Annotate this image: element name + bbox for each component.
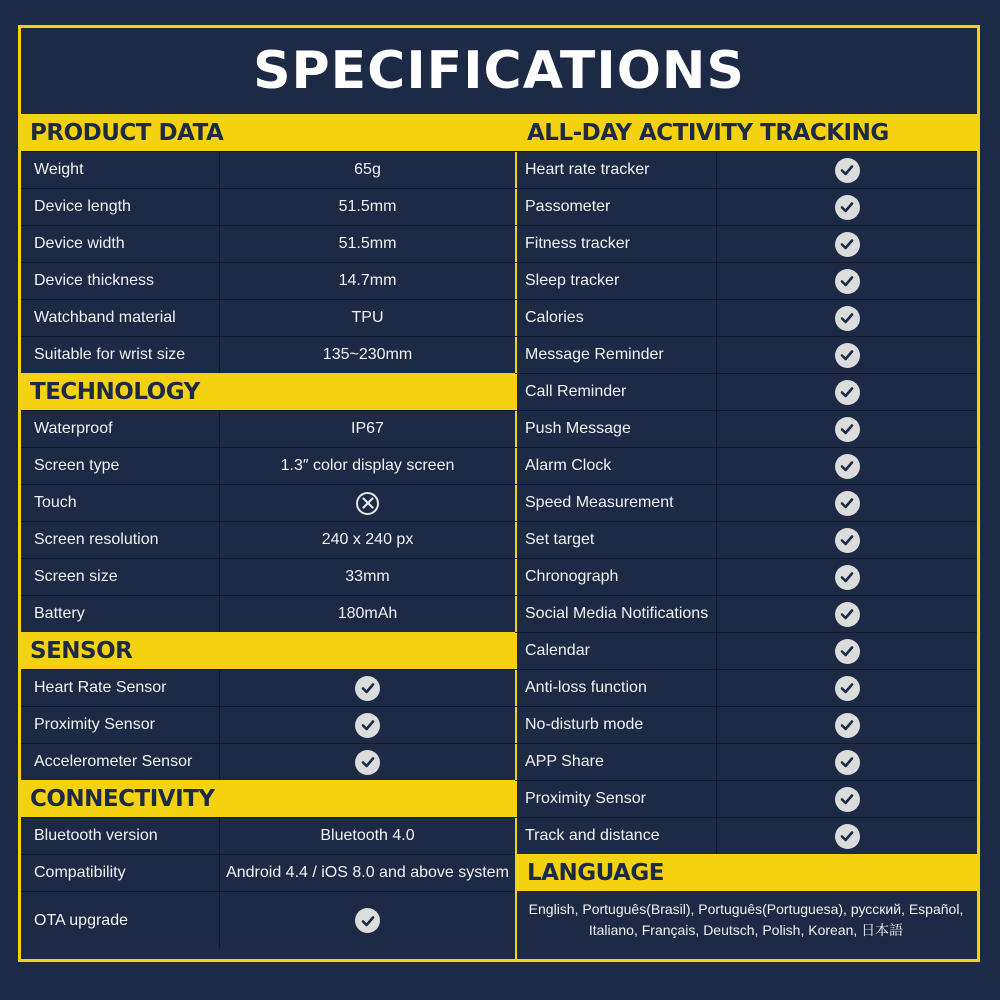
product-data-table [21,151,515,373]
connectivity-table [21,817,515,949]
table-row [515,410,977,447]
sensor-table [21,669,515,780]
row-label: Message Reminder [515,337,717,373]
language-line-2: Italiano, Français, Deutsch, Polish, Korean, 日本語 [588,922,904,938]
row-value [717,189,977,225]
table-row [515,521,977,558]
row-value [717,781,977,817]
activity-table [515,151,977,854]
row-label: Waterproof [21,411,220,447]
row-label: Anti-loss function [515,670,717,706]
right-column [515,114,977,949]
section-heading-product-data: PRODUCT DATA [21,114,515,151]
table-row [515,373,977,410]
check-circle-icon [835,491,860,516]
row-value [717,707,977,743]
language-list [515,891,977,949]
section-heading-activity: ALL-DAY ACTIVITY TRACKING [515,114,977,151]
row-label: APP Share [515,744,717,780]
row-label: Screen resolution [21,522,220,558]
row-label: Chronograph [515,559,717,595]
row-value: IP67 [351,420,384,437]
table-row [21,669,515,706]
section-heading-connectivity: CONNECTIVITY [21,780,515,817]
table-row [21,262,515,299]
check-circle-icon [835,565,860,590]
row-value [220,744,515,780]
row-value [717,818,977,854]
table-row [21,743,515,780]
table-row [515,743,977,780]
row-value: 14.7mm [338,272,397,289]
row-label: Social Media Notifications [515,596,717,632]
row-value [717,559,977,595]
table-row [21,299,515,336]
check-circle-icon [835,750,860,775]
table-row [515,225,977,262]
check-circle-icon [835,269,860,294]
check-circle-icon [835,639,860,664]
row-value: 135~230mm [322,346,413,363]
section-heading-sensor: SENSOR [21,632,515,669]
row-value [717,670,977,706]
table-row [21,336,515,373]
table-row [21,410,515,447]
row-value [717,152,977,188]
table-row [515,336,977,373]
row-label: Bluetooth version [21,818,220,854]
row-value [220,892,515,949]
language-line-1: English, Português(Brasil), Português(Portuguesa), русский, Español, [528,901,964,917]
row-value [220,485,515,521]
check-circle-icon [835,232,860,257]
table-row [21,151,515,188]
row-value [717,596,977,632]
row-value: TPU [351,309,384,326]
check-circle-icon [355,750,380,775]
table-row [21,558,515,595]
row-value [717,263,977,299]
table-row [515,780,977,817]
table-row [515,706,977,743]
table-row [21,595,515,632]
table-row [515,632,977,669]
check-circle-icon [835,528,860,553]
check-circle-icon [835,602,860,627]
row-value [220,707,515,743]
row-label: Suitable for wrist size [21,337,220,373]
row-label: Weight [21,152,220,188]
table-row [515,299,977,336]
table-row [515,151,977,188]
row-value [717,744,977,780]
row-label: OTA upgrade [21,892,220,949]
left-column [21,114,515,949]
table-row [515,484,977,521]
section-heading-technology: TECHNOLOGY [21,373,515,410]
row-value [717,411,977,447]
row-label: Calendar [515,633,717,669]
row-value [717,633,977,669]
check-circle-icon [355,908,380,933]
row-label: Track and distance [515,818,717,854]
row-value [717,374,977,410]
table-row [515,817,977,854]
check-circle-icon [835,454,860,479]
row-label: Device thickness [21,263,220,299]
row-label: Proximity Sensor [515,781,717,817]
check-circle-icon [835,676,860,701]
technology-table [21,410,515,632]
table-row [515,262,977,299]
table-row [515,188,977,225]
row-value: 1.3″ color display screen [280,457,455,474]
row-value: 65g [354,161,381,178]
table-row [21,521,515,558]
table-row [21,188,515,225]
row-value [717,300,977,336]
row-label: Watchband material [21,300,220,336]
table-row [21,447,515,484]
row-label: Fitness tracker [515,226,717,262]
row-value: 33mm [345,568,390,585]
table-row [21,484,515,521]
row-label: Battery [21,596,220,632]
row-label: Device width [21,226,220,262]
table-row [515,595,977,632]
row-label: Proximity Sensor [21,707,220,743]
row-label: Heart Rate Sensor [21,670,220,706]
row-label: Screen size [21,559,220,595]
row-label: Compatibility [21,855,220,891]
row-value: 180mAh [337,605,398,622]
row-value [717,485,977,521]
row-label: Passometer [515,189,717,225]
table-row [21,225,515,262]
table-row [21,706,515,743]
table-row [21,817,515,854]
row-label: Accelerometer Sensor [21,744,220,780]
check-circle-icon [835,195,860,220]
row-label: Set target [515,522,717,558]
check-circle-icon [835,343,860,368]
check-circle-icon [355,713,380,738]
section-heading-language: LANGUAGE [515,854,977,891]
row-label: Device length [21,189,220,225]
check-circle-icon [835,787,860,812]
check-circle-icon [835,824,860,849]
row-label: Calories [515,300,717,336]
row-label: Speed Measurement [515,485,717,521]
check-circle-icon [355,676,380,701]
check-circle-icon [835,713,860,738]
check-circle-icon [835,380,860,405]
row-value [220,670,515,706]
spec-sheet [18,25,980,962]
row-label: Sleep tracker [515,263,717,299]
row-label: Heart rate tracker [515,152,717,188]
table-row [515,447,977,484]
check-circle-icon [835,417,860,442]
row-value [717,522,977,558]
row-label: No-disturb mode [515,707,717,743]
row-label: Call Reminder [515,374,717,410]
row-label: Push Message [515,411,717,447]
row-value: 51.5mm [338,235,397,252]
table-row [515,669,977,706]
row-value: 240 x 240 px [321,531,414,548]
row-value: Android 4.4 / iOS 8.0 and above system [226,864,509,881]
row-label: Touch [21,485,220,521]
row-value: Bluetooth 4.0 [320,827,415,844]
row-value [717,337,977,373]
table-row [21,854,515,891]
table-row [515,558,977,595]
row-value: 51.5mm [338,198,397,215]
row-value [717,226,977,262]
cross-circle-icon [356,492,379,515]
table-row [21,891,515,949]
row-value [717,448,977,484]
check-circle-icon [835,306,860,331]
row-label: Alarm Clock [515,448,717,484]
page-title: SPECIFICATIONS [253,41,745,101]
row-label: Screen type [21,448,220,484]
check-circle-icon [835,158,860,183]
